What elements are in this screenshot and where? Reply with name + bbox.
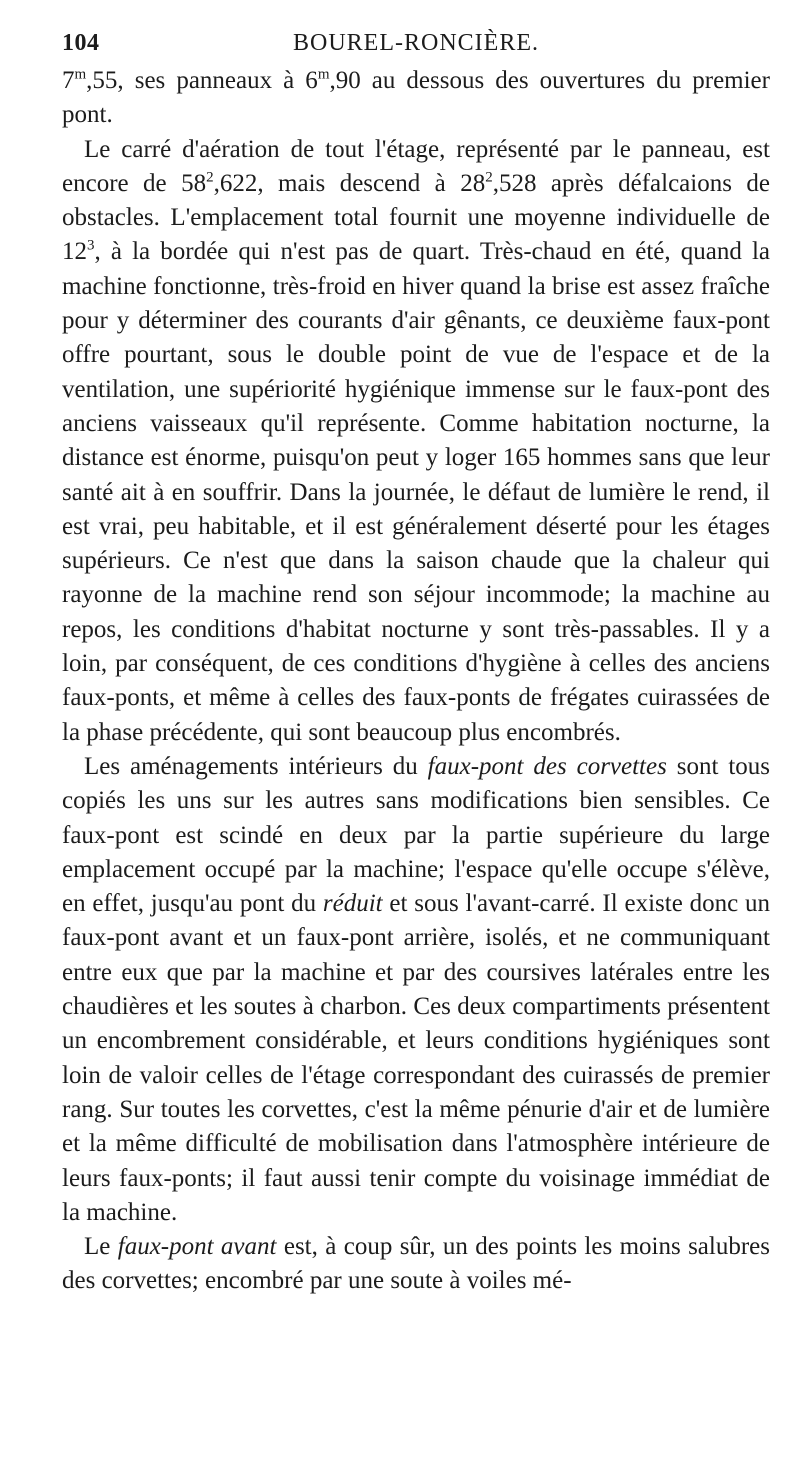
body-text bbox=[62, 64, 770, 1299]
italic-text: réduit bbox=[322, 890, 383, 918]
text-run: , à la bordée qui n'est pas de quart. Très-chaud en été, quand la machine fonctionne, très-froid en hiver quand la brise est assez fraîche pour y déterminer des courants d'air gênants, ce deuxième faux-pont offre pourtant, sous le double point de vue de l'espace et de la ventilation, une supériorité hygiénique immense sur le faux-pont des anciens vaisseaux qu'il représente. Comme habitation nocturne, la distance est énorme, puisqu'on peut y loger 165 hommes sans que leur santé ait à en souffrir. Dans la journée, le défaut de lumière le rend, il est vrai, peu habitable, et il est généralement déserté pour les étages supérieurs. Ce n'est que dans la saison chaude que la chaleur qui rayonne de la machine rend son séjour incommode; la machine au repos, les conditions d'habitat nocturne y sont très-passables. Il y a loin, par conséquent, de ces conditions d'hygiène à celles des anciens faux-ponts, et même à celles des faux-ponts de frégates cuirassées de la phase précédente, qui sont beaucoup plus encombrés. bbox=[62, 238, 770, 746]
text-run: Le bbox=[84, 1233, 118, 1261]
paragraph bbox=[62, 750, 770, 1230]
superscript: 2 bbox=[485, 169, 493, 186]
page-header bbox=[62, 26, 770, 60]
text-run: et sous l'avant-carré. Il existe donc un faux-pont avant et un faux-pont arrière, isolés, et ne communiquant entre eux que par la machine et par des coursives latérales entre les chaudières et les soutes à charbon. Ces deux compartiments présentent un encombrement considérable, et leurs conditions hygiéniques sont loin de valoir celles de l'étage correspondant des cuirassés de premier rang. Sur toutes les corvettes, c'est la même pénurie d'air et de lumière et la même difficulté de mobilisation dans l'atmosphère intérieure de leurs faux-ponts; il faut aussi tenir compte du voisinage immédiat de la machine. bbox=[62, 890, 770, 1226]
text-run: Les aménagements intérieurs du bbox=[84, 752, 428, 780]
text-run: est, à coup sûr, un des points les moins salubres des corvettes; encombré par une soute à voiles mé- bbox=[62, 1233, 770, 1295]
text-run: sont tous copiés les uns sur les autres sans modifications bien sensibles. Ce faux-pont est scindé en deux par la partie supérieure du large emplacement occupé par la machine; l'espace qu'elle occupe s'élève, en effet, jusqu'au pont du bbox=[62, 752, 770, 918]
superscript: 3 bbox=[87, 238, 95, 255]
superscript: 2 bbox=[206, 169, 214, 186]
paragraph bbox=[62, 64, 770, 133]
text-run: ,55, ses panneaux à 6 bbox=[86, 67, 318, 94]
superscript: m bbox=[74, 66, 87, 83]
running-head: BOUREL-RONCIÈRE. bbox=[293, 30, 539, 56]
page-number: 104 bbox=[62, 30, 100, 56]
italic-text: faux-pont avant bbox=[117, 1233, 277, 1261]
paragraph bbox=[62, 1230, 770, 1299]
text-run: Le carré d'aération de tout l'étage, représenté par le panneau, est encore de 58 bbox=[62, 135, 770, 197]
text-run: 7 bbox=[62, 67, 75, 94]
italic-text: faux-pont des corvettes bbox=[427, 752, 667, 780]
text-run: ,622, mais descend à 28 bbox=[213, 169, 486, 197]
text-run: ,90 au dessous des ouvertures du premier pont. bbox=[62, 67, 770, 129]
superscript: m bbox=[317, 66, 330, 83]
paragraph bbox=[62, 133, 770, 750]
text-run: ,528 après défalcaions de obstacles. L'emplacement total fournit une moyenne individuelle de 12 bbox=[62, 169, 770, 266]
